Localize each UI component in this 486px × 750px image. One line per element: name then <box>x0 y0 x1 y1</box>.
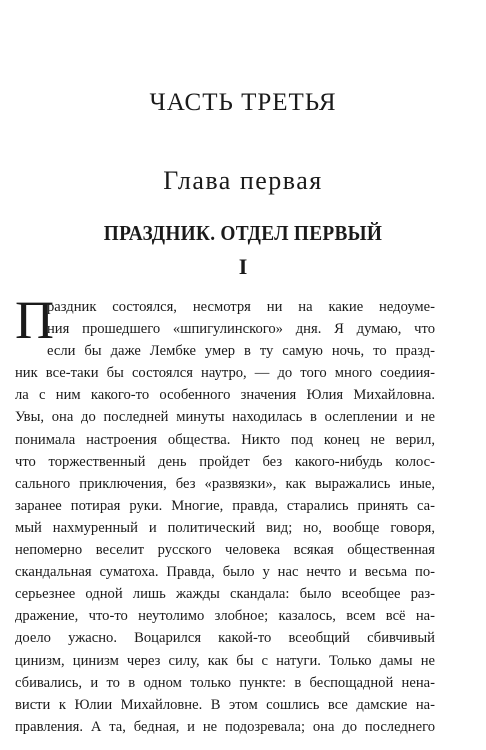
body-text <box>15 290 435 738</box>
chapter-title: Глава первая <box>163 166 323 195</box>
drop-cap: П <box>15 290 54 350</box>
text-line: серьезнее одной лишь жажды скандала: было всеобщее раз- <box>15 586 435 603</box>
text-line: правления. А та, бедная, и не подозревала; она до последнего <box>15 718 435 735</box>
text-line: раздник состоялся, несмотря ни на какие недоуме- <box>47 299 435 315</box>
text-line: доело ужасно. Воцарился какой-то всеобщий сбивчивый <box>15 630 435 647</box>
text-line: висти к Юлии Михайловне. В этом сошлись все дамские на- <box>15 696 435 713</box>
part-title: ЧАСТЬ ТРЕТЬЯ <box>149 89 337 116</box>
text-line: сбивались, и то в одном только пункте: в беспощадной нена- <box>15 674 435 691</box>
text-line: ла с ним какого-то особенного значения Юлия Михайловна. <box>15 387 435 404</box>
text-line: мый нахмуренный и политический вид; но, вообще говоря, <box>15 519 435 536</box>
text-line: если бы даже Лембке умер в ту самую ночь, то празд- <box>47 343 435 360</box>
text-line: понимала настроения общества. Никто под конец не верил, <box>15 431 435 448</box>
section-title: ПРАЗДНИК. ОТДЕЛ ПЕРВЫЙ <box>103 221 383 245</box>
text-line: ния прошедшего «шпигулинского» дня. Я думаю, что <box>47 321 435 338</box>
text-line: что торжественный день пройдет без какого-нибудь колос- <box>15 453 435 470</box>
section-number: I <box>238 254 248 279</box>
text-line: скандальная суматоха. Правда, было у нас нечто и весьма по- <box>15 564 435 581</box>
text-line: ник все-таки бы состоялся наутро, — до того много соедиия- <box>15 365 435 382</box>
text-line: сального приключения, без «развязки», как выражались иные, <box>15 475 435 492</box>
text-line: цинизм, цинизм через силу, как бы с натуги. Только дамы не <box>15 652 435 669</box>
text-line: непомерно веселит русского человека всякая общественная <box>15 542 435 559</box>
text-line: заранее потирая руки. Многие, правда, старались принять са- <box>15 497 435 514</box>
text-line: Увы, она до последней минуты находилась в ослеплении и не <box>15 409 435 426</box>
text-line: дражение, что-то неутолимо злобное; казалось, всем всё на- <box>15 608 435 625</box>
